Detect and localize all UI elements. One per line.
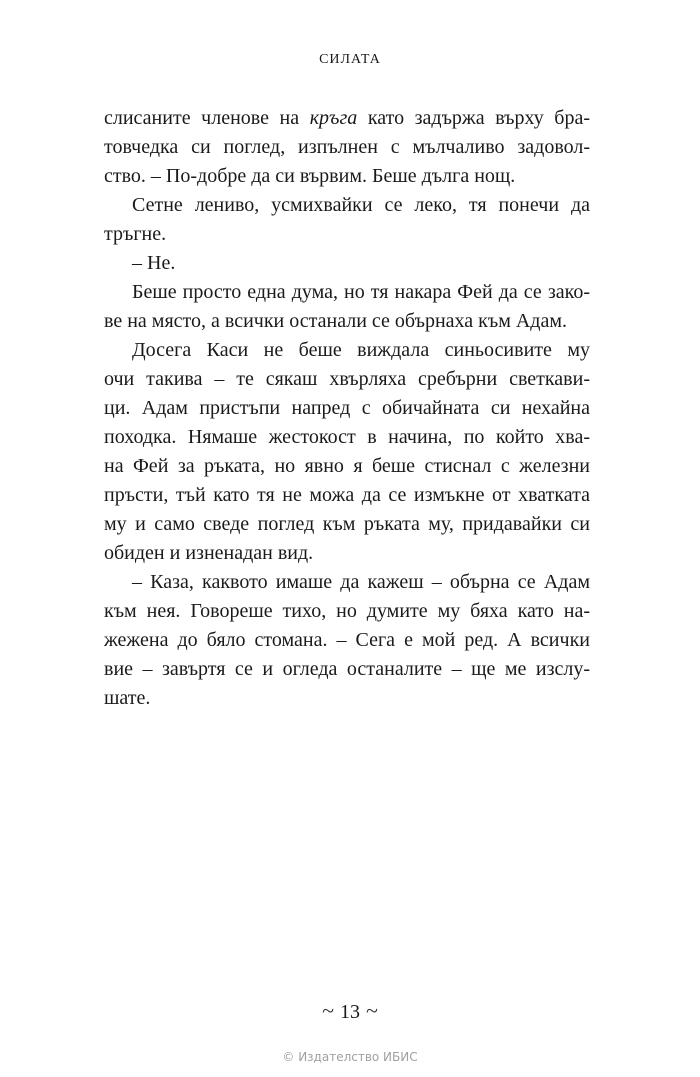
text-line: на Фей за ръката, но явно я беше стиснал с железни: [104, 455, 590, 477]
text-line: походка. Нямаше жестокост в начина, по който хва-: [104, 426, 590, 448]
emphasis: кръга: [309, 107, 358, 129]
text-line: пръсти, тъй като тя не можа да се измъкне от хватката: [104, 484, 590, 506]
text-line: – Каза, каквото имаше да кажеш – обърна се Адам: [132, 571, 590, 593]
text-line: жежена до бяло стомана. – Сега е мой ред. А всички: [104, 629, 590, 651]
text-line: ци. Адам пристъпи напред с обичайната си нехайна: [104, 397, 590, 419]
text-line: слисаните членове на кръга като задържа върху бра-: [104, 107, 591, 129]
page-number: [0, 998, 700, 1024]
text-line: тръгне.: [104, 223, 167, 245]
text-line: Беше просто една дума, но тя накара Фей да се зако-: [132, 281, 590, 303]
text-line: към нея. Говореше тихо, но думите му бяха като на-: [104, 600, 590, 622]
text-line: Сетне лениво, усмихвайки се леко, тя понечи да: [132, 194, 590, 216]
text-line: шате.: [104, 687, 151, 709]
text-line: ве на място, а всички останали се обърнаха към Адам.: [104, 310, 568, 332]
text-line: вие – завъртя се и огледа останалите – ще ме изслу-: [104, 658, 590, 680]
ornament-left: ~: [322, 998, 334, 1023]
text-line: Досега Каси не беше виждала синьосивите му: [132, 339, 590, 361]
text-line: – Не.: [132, 252, 176, 274]
text-line: обиден и изненадан вид.: [104, 542, 314, 564]
body-text: [104, 104, 590, 713]
running-head: СИЛАТА: [319, 52, 381, 67]
text-line: ство. – По-добре да си вървим. Беше дълга нощ.: [104, 165, 516, 187]
text-line: му и само сведе поглед към ръката му, придавайки си: [104, 513, 590, 535]
text-line: очи такива – те сякаш хвърляха сребърни светкави-: [104, 368, 590, 390]
page-number-value: 13: [340, 1001, 360, 1023]
publisher-watermark: © Издателство ИБИС: [282, 1050, 418, 1064]
text-line: товчедка си поглед, изпълнен с мълчаливо задовол-: [104, 136, 590, 158]
ornament-right: ~: [366, 998, 378, 1023]
